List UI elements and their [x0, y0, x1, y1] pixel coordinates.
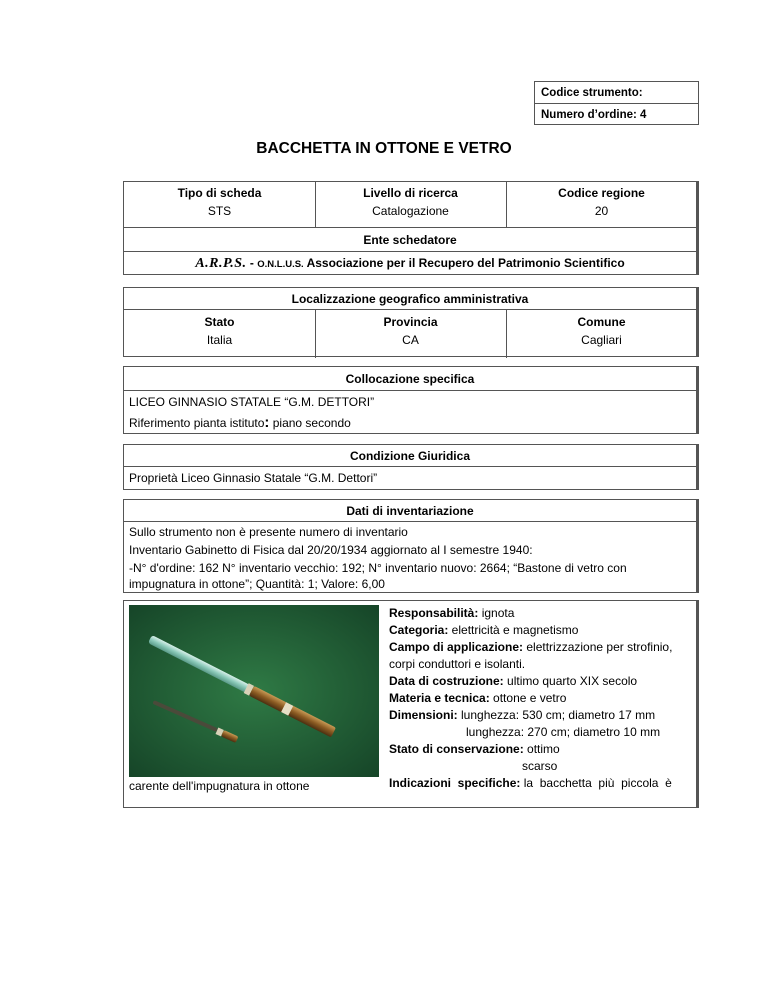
instrument-photo-image: [129, 605, 379, 777]
campo-row-2: corpi conduttori e isolanti.: [389, 657, 526, 671]
indicazioni-row: [389, 775, 695, 792]
dettagli-table: [123, 600, 699, 808]
livello-ricerca-label: Livello di ricerca: [363, 186, 458, 200]
responsabilita-row: [389, 605, 695, 622]
inventario-header: Dati di inventariazione: [346, 504, 474, 518]
dimensioni-row-2: lunghezza: 270 cm; diametro 10 mm: [466, 725, 661, 739]
categoria-label: Categoria:: [389, 623, 449, 637]
inventario-table: [123, 499, 699, 593]
condizione-header: Condizione Giuridica: [349, 449, 470, 463]
materia-label: Materia e tecnica:: [389, 691, 490, 705]
riferimento-label: Riferimento pianta istituto: [129, 416, 265, 430]
arps-logo: A.R.P.S.: [195, 256, 247, 271]
inventario-line-3: -N° d'ordine: 162 N° inventario vecchio: 192; N° inventario nuovo: 2664; “Bastone di vetro con: [129, 561, 627, 575]
data-row: [389, 673, 695, 690]
provincia-label: Provincia: [383, 315, 438, 329]
divider: [124, 251, 696, 252]
dimensioni-label: Dimensioni:: [389, 708, 458, 722]
ente-schedatore-label: Ente schedatore: [363, 233, 457, 247]
divider: [124, 390, 696, 391]
responsabilita-value: ignota: [478, 606, 515, 620]
riferimento-value: piano secondo: [269, 416, 351, 430]
provincia-value: CA: [402, 333, 419, 347]
stato-conservazione-value: ottimo: [523, 742, 560, 756]
comune-value: Cagliari: [581, 333, 622, 347]
stato-conservazione-row: [389, 741, 695, 758]
ente-name: Associazione per il Recupero del Patrimonio Scientifico: [303, 256, 625, 270]
campo-row: [389, 639, 695, 656]
responsabilita-label: Responsabilità:: [389, 606, 479, 620]
collocazione-line: LICEO GINNASIO STATALE “G.M. DETTORI”: [129, 395, 375, 409]
condizione-table: [123, 444, 699, 490]
stato-label: Stato: [204, 315, 235, 329]
divider: [124, 466, 696, 467]
stato-conservazione-row-2: scarso: [522, 759, 558, 773]
dimensioni-value: lunghezza: 530 cm; diametro 17 mm: [457, 708, 656, 722]
stato-value: Italia: [206, 333, 233, 347]
dimensioni-row: [389, 707, 695, 724]
riferimento-pianta: [129, 414, 351, 431]
tipo-scheda-value: STS: [207, 204, 232, 218]
campo-label: Campo di applicazione:: [389, 640, 524, 654]
ente-sep: -: [246, 256, 258, 270]
tipo-scheda-label: Tipo di scheda: [177, 186, 262, 200]
materia-value: ottone e vetro: [489, 691, 567, 705]
inventario-line-1: Sullo strumento non è presente numero di inventario: [129, 525, 408, 539]
livello-ricerca-value: Catalogazione: [372, 204, 449, 218]
data-label: Data di costruzione:: [389, 674, 504, 688]
comune-label: Comune: [577, 315, 626, 329]
campo-value: elettrizzazione per strofinio,: [523, 640, 673, 654]
riferimento-colon: :: [264, 414, 270, 431]
condizione-line: Proprietà Liceo Ginnasio Statale “G.M. Dettori”: [129, 471, 378, 485]
ente-schedatore-value: [124, 256, 696, 272]
localizzazione-table: [123, 287, 699, 357]
instrument-photo: [129, 605, 379, 777]
materia-row: [389, 690, 695, 707]
numero-ordine-label: Numero d’ordine: 4: [541, 109, 647, 121]
stato-conservazione-label: Stato di conservazione:: [389, 742, 524, 756]
collocazione-table: [123, 366, 699, 434]
codice-regione-label: Codice regione: [558, 186, 645, 200]
dettagli-list: [389, 605, 695, 792]
indicazioni-value: la bacchetta più piccola è: [520, 776, 672, 790]
inventario-line-2: Inventario Gabinetto di Fisica dal 20/20/1934 aggiornato al I semestre 1940:: [129, 543, 533, 557]
codice-regione-value: 20: [594, 204, 609, 218]
divider: [124, 521, 696, 522]
collocazione-header: Collocazione specifica: [345, 372, 475, 386]
divider: [124, 227, 696, 228]
indicazioni-continuation: carente dell'impugnatura in ottone: [129, 779, 310, 793]
codice-strumento-label: Codice strumento:: [541, 87, 643, 99]
page-title: BACCHETTA IN OTTONE E VETRO: [256, 140, 512, 157]
indicazioni-label: Indicazioni specifiche:: [389, 776, 521, 790]
scheda-table: [123, 181, 699, 275]
data-value: ultimo quarto XIX secolo: [503, 674, 638, 688]
ente-onlus: O.N.L.U.S.: [257, 259, 304, 270]
categoria-row: [389, 622, 695, 639]
code-box: [534, 81, 699, 125]
divider: [124, 309, 696, 310]
categoria-value: elettricità e magnetismo: [448, 623, 579, 637]
inventario-line-4: impugnatura in ottone”; Quantità: 1; Valore: 6,00: [129, 577, 385, 591]
localizzazione-header: Localizzazione geografico amministrativa: [291, 292, 529, 306]
